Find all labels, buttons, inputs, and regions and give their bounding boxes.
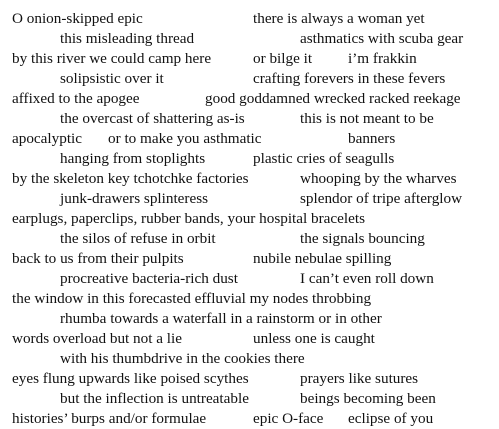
- poem-phrase: junk-drawers splinteress: [60, 190, 209, 207]
- poem-phrase: there is always a woman yet: [253, 10, 425, 27]
- poem-phrase: back to us from their pulpits: [12, 250, 184, 267]
- poem-phrase: I can’t even roll down: [300, 270, 434, 287]
- poem-phrase: or bilge it: [253, 50, 313, 67]
- poem-phrase: beings becoming been: [300, 390, 436, 407]
- poem-phrase: good goddamned wrecked racked reekage: [205, 90, 461, 107]
- poem-phrase: eclipse of you: [348, 410, 434, 427]
- poem-phrase: splendor of tripe afterglow: [300, 190, 463, 207]
- poem-phrase: or to make you asthmatic: [108, 130, 262, 147]
- poem-phrase: prayers like sutures: [300, 370, 419, 387]
- poem-phrase: the overcast of shattering as-is: [60, 110, 245, 127]
- poem-phrase: but the inflection is untreatable: [60, 390, 249, 407]
- poem-phrase: nubile nebulae spilling: [253, 250, 392, 267]
- poem-phrase: O onion-skipped epic: [12, 10, 143, 27]
- poem-phrase: by the skeleton key tchotchke factories: [12, 170, 249, 187]
- poem-phrase: rhumba towards a waterfall in a rainstorm or in other: [60, 310, 382, 327]
- poem-phrase: whooping by the wharves: [300, 170, 457, 187]
- poem-phrase: hanging from stoplights: [60, 150, 206, 167]
- poem-phrase: solipsistic over it: [60, 70, 164, 87]
- poem-phrase: the signals bouncing: [300, 230, 425, 247]
- poem-phrase: i’m frakkin: [348, 50, 417, 67]
- poem-phrase: epic O-face: [253, 410, 324, 427]
- poem-phrase: with his thumbdrive in the cookies there: [60, 350, 305, 367]
- poem-phrase: eyes flung upwards like poised scythes: [12, 370, 249, 387]
- poem-phrase: plastic cries of seagulls: [253, 150, 395, 167]
- poem-phrase: this misleading thread: [60, 30, 195, 47]
- poem-phrase: earplugs, paperclips, rubber bands, your hospital bracelets: [12, 210, 365, 227]
- poem-phrase: by this river we could camp here: [12, 50, 212, 67]
- poem-phrase: affixed to the apogee: [12, 90, 140, 107]
- poem-phrase: asthmatics with scuba gear: [300, 30, 464, 47]
- poem-phrase: the silos of refuse in orbit: [60, 230, 216, 247]
- poem-phrase: histories’ burps and/or formulae: [12, 410, 207, 427]
- poem-phrase: apocalyptic: [12, 130, 82, 147]
- poem-phrase: words overload but not a lie: [12, 330, 182, 347]
- poem-phrase: this is not meant to be: [300, 110, 434, 127]
- poem-phrase: unless one is caught: [253, 330, 375, 347]
- poem-phrase: crafting forevers in these fevers: [253, 70, 446, 87]
- poem-phrase: the window in this forecasted effluvial my nodes throbbing: [12, 290, 372, 307]
- poem-phrase: procreative bacteria-rich dust: [60, 270, 238, 287]
- poem-phrase: banners: [348, 130, 396, 147]
